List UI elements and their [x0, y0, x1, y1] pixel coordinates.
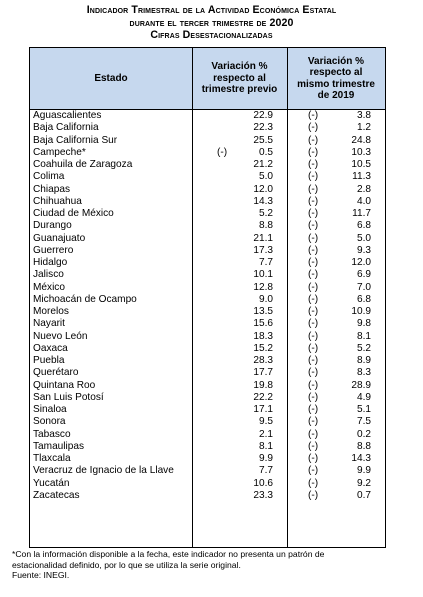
- state-name: Tlaxcala: [33, 453, 71, 464]
- table-body: [30, 110, 385, 502]
- state-name: Baja California Sur: [33, 134, 118, 146]
- table-row: [30, 429, 385, 441]
- year-change-value: 8.1: [356, 330, 371, 342]
- quarter-change-value: 22.9: [253, 110, 273, 121]
- quarter-change-value: 21.1: [253, 232, 273, 244]
- year-change-sign: (-): [308, 391, 319, 403]
- title-line-3: Cifras Desestacionalizadas: [150, 29, 273, 42]
- state-name: México: [33, 281, 65, 293]
- quarter-change-value: 21.2: [253, 159, 273, 170]
- state-name: Durango: [33, 220, 72, 232]
- quarter-change-value: 5.2: [258, 208, 273, 219]
- year-change-sign: (-): [308, 220, 319, 232]
- year-change-sign: (-): [308, 404, 319, 415]
- year-change-value: 4.9: [356, 391, 371, 403]
- year-change-value: 10.3: [351, 146, 371, 158]
- quarter-change-value: 14.3: [253, 195, 273, 207]
- quarter-change-value: 12.8: [253, 281, 273, 293]
- document-title: [0, 4, 423, 42]
- quarter-change-value: 25.5: [253, 134, 273, 146]
- state-name: Yucatán: [33, 477, 70, 489]
- quarter-change-value: 9.5: [258, 416, 273, 428]
- quarter-change-value: 12.0: [253, 183, 273, 195]
- header-col3-line3: mismo trimestre: [297, 78, 375, 90]
- table-row: [30, 465, 385, 477]
- header-col3-line1: Variación %: [307, 55, 365, 67]
- year-change-sign: (-): [308, 477, 319, 489]
- header-col2-line2: respecto al: [213, 72, 266, 84]
- year-change-value: 9.9: [356, 465, 371, 477]
- year-change-value: 5.1: [356, 404, 371, 415]
- year-change-sign: (-): [308, 232, 319, 244]
- state-name: Chihuahua: [33, 195, 82, 207]
- table-row: [30, 233, 385, 245]
- table-row: [30, 490, 385, 502]
- table-row: [30, 159, 385, 171]
- table-row: [30, 318, 385, 330]
- year-change-value: 7.0: [356, 281, 371, 293]
- year-change-sign: (-): [308, 244, 319, 256]
- quarter-change-value: 18.3: [253, 330, 273, 342]
- table-row: [30, 294, 385, 306]
- state-name: Veracruz de Ignacio de la Llave: [33, 465, 174, 477]
- header-col3-line2: respecto al: [309, 67, 363, 79]
- state-name: Querétaro: [33, 367, 79, 379]
- table-row: [30, 392, 385, 404]
- year-change-value: 6.8: [356, 220, 371, 232]
- year-change-value: 8.8: [356, 440, 371, 452]
- footnote: [12, 549, 414, 581]
- quarter-change-value: 9.0: [258, 293, 273, 305]
- year-change-sign: (-): [308, 489, 319, 501]
- state-name: Guerrero: [33, 244, 74, 256]
- year-change-value: 8.9: [356, 355, 371, 366]
- state-name: Zacatecas: [33, 489, 80, 501]
- state-name: Sinaloa: [33, 404, 67, 415]
- table-row: [30, 257, 385, 269]
- year-change-value: 10.9: [351, 306, 371, 317]
- year-change-sign: (-): [308, 440, 319, 452]
- table-row: [30, 245, 385, 257]
- year-change-value: 6.9: [356, 269, 371, 281]
- table-row: [30, 367, 385, 379]
- table-row: [30, 110, 385, 122]
- quarter-change-value: 13.5: [253, 306, 273, 317]
- quarter-change-value: 2.1: [258, 428, 273, 440]
- table-row: [30, 331, 385, 343]
- year-change-sign: (-): [308, 428, 319, 440]
- year-change-sign: (-): [308, 465, 319, 477]
- table-row: [30, 441, 385, 453]
- year-change-value: 12.0: [351, 257, 371, 268]
- year-change-sign: (-): [308, 183, 319, 195]
- state-name: Morelos: [33, 306, 69, 317]
- quarter-change-sign: (-): [217, 146, 228, 158]
- state-name: Nayarit: [33, 318, 65, 330]
- state-name: Colima: [33, 171, 65, 183]
- year-change-value: 0.2: [356, 428, 371, 440]
- quarter-change-value: 19.8: [253, 379, 273, 391]
- table-row: [30, 282, 385, 294]
- quarter-change-value: 9.9: [258, 453, 273, 464]
- quarter-change-value: 17.3: [253, 244, 273, 256]
- table-row: [30, 343, 385, 355]
- state-name: Hidalgo: [33, 257, 68, 268]
- year-change-value: 9.3: [356, 244, 371, 256]
- year-change-value: 5.0: [356, 232, 371, 244]
- quarter-change-value: 22.2: [253, 391, 273, 403]
- year-change-sign: (-): [308, 171, 319, 183]
- year-change-sign: (-): [308, 208, 319, 219]
- year-change-value: 11.3: [352, 171, 371, 183]
- table-row: [30, 171, 385, 183]
- quarter-change-value: 8.8: [258, 220, 273, 232]
- header-estado: [30, 48, 192, 109]
- year-change-value: 2.8: [356, 183, 371, 195]
- state-name: Chiapas: [33, 183, 71, 195]
- state-name: Baja California: [33, 122, 99, 134]
- year-change-sign: (-): [308, 195, 319, 207]
- year-change-sign: (-): [308, 355, 319, 366]
- table-row: [30, 196, 385, 208]
- state-name: Ciudad de México: [33, 208, 114, 219]
- quarter-change-value: 17.1: [253, 404, 273, 415]
- table-row: [30, 184, 385, 196]
- year-change-sign: (-): [308, 134, 319, 146]
- table-row: [30, 269, 385, 281]
- header-col2-line1: Variación %: [211, 61, 268, 73]
- quarter-change-value: 28.3: [253, 355, 273, 366]
- state-name: Aguascalientes: [33, 110, 102, 121]
- quarter-change-value: 0.5: [258, 146, 273, 158]
- quarter-change-value: 10.1: [253, 269, 273, 281]
- year-change-sign: (-): [308, 379, 319, 391]
- footnote-source: Fuente: INEGI.: [12, 570, 70, 581]
- year-change-value: 8.3: [356, 367, 371, 379]
- quarter-change-value: 7.7: [258, 257, 273, 268]
- year-change-value: 28.9: [351, 379, 371, 391]
- table-row: [30, 453, 385, 465]
- quarter-change-value: 17.7: [253, 367, 273, 379]
- table-row: [30, 208, 385, 220]
- header-estado-label: Estado: [94, 72, 128, 84]
- year-change-value: 24.8: [351, 134, 371, 146]
- table-row: [30, 355, 385, 367]
- state-name: Nuevo León: [33, 330, 88, 342]
- table-header: [30, 48, 385, 110]
- state-name: Tamaulipas: [33, 440, 85, 452]
- quarter-change-value: 22.3: [253, 122, 273, 134]
- table-row: [30, 404, 385, 416]
- header-col3-line4: de 2019: [317, 89, 355, 101]
- header-mismo-trimestre: [287, 48, 385, 109]
- year-change-sign: (-): [308, 146, 319, 158]
- year-change-sign: (-): [308, 367, 319, 379]
- year-change-sign: (-): [308, 257, 319, 268]
- quarter-change-value: 15.2: [253, 342, 273, 354]
- quarter-change-value: 23.3: [253, 489, 273, 501]
- footnote-line-2: estacionalidad definido, por lo que se utiliza la serie original.: [12, 559, 241, 570]
- table-row: [30, 380, 385, 392]
- year-change-value: 1.2: [356, 122, 371, 134]
- footnote-line-1: *Con la información disponible a la fecha, este indicador no presenta un patrón de: [12, 549, 325, 559]
- state-name: Tabasco: [33, 428, 71, 440]
- table-row: [30, 147, 385, 159]
- year-change-value: 0.7: [356, 489, 371, 501]
- table-row: [30, 135, 385, 147]
- year-change-sign: (-): [308, 318, 319, 330]
- year-change-value: 3.8: [356, 110, 371, 121]
- data-table: [29, 47, 386, 548]
- title-line-2: durante el tercer trimestre de 2020: [129, 16, 294, 29]
- state-name: Campeche*: [33, 146, 86, 158]
- year-change-sign: (-): [308, 122, 319, 134]
- state-name: Sonora: [33, 416, 66, 428]
- table-row: [30, 306, 385, 318]
- year-change-sign: (-): [308, 293, 319, 305]
- year-change-sign: (-): [308, 330, 319, 342]
- year-change-sign: (-): [308, 281, 319, 293]
- year-change-value: 5.2: [356, 342, 371, 354]
- year-change-value: 7.5: [356, 416, 371, 428]
- state-name: Oaxaca: [33, 342, 68, 354]
- table-row: [30, 122, 385, 134]
- year-change-value: 6.8: [356, 293, 371, 305]
- table-row: [30, 478, 385, 490]
- year-change-value: 14.3: [351, 453, 371, 464]
- year-change-value: 9.2: [356, 477, 371, 489]
- state-name: Coahuila de Zaragoza: [33, 159, 133, 170]
- state-name: Jalisco: [33, 269, 64, 281]
- quarter-change-value: 10.6: [253, 477, 273, 489]
- table-row: [30, 416, 385, 428]
- header-trimestre-previo: [192, 48, 287, 109]
- title-line-1: Indicador Trimestral de la Actividad Económica Estatal: [86, 4, 337, 16]
- year-change-sign: (-): [308, 453, 319, 464]
- state-name: Michoacán de Ocampo: [33, 293, 137, 305]
- quarter-change-value: 5.0: [258, 171, 273, 183]
- quarter-change-value: 8.1: [258, 440, 273, 452]
- year-change-sign: (-): [308, 110, 319, 121]
- state-name: Guanajuato: [33, 232, 86, 244]
- quarter-change-value: 7.7: [258, 465, 273, 477]
- state-name: Quintana Roo: [33, 379, 96, 391]
- year-change-sign: (-): [308, 416, 319, 428]
- state-name: San Luis Potosí: [33, 391, 104, 403]
- year-change-sign: (-): [308, 159, 319, 170]
- year-change-sign: (-): [308, 306, 319, 317]
- state-name: Puebla: [33, 355, 65, 366]
- header-col2-line3: trimestre previo: [201, 84, 278, 96]
- year-change-value: 4.0: [356, 195, 371, 207]
- table-row: [30, 220, 385, 232]
- quarter-change-value: 15.6: [253, 318, 273, 330]
- year-change-sign: (-): [308, 342, 319, 354]
- year-change-value: 11.7: [352, 208, 371, 219]
- year-change-sign: (-): [308, 269, 319, 281]
- year-change-value: 10.5: [351, 159, 371, 170]
- year-change-value: 9.8: [356, 318, 371, 330]
